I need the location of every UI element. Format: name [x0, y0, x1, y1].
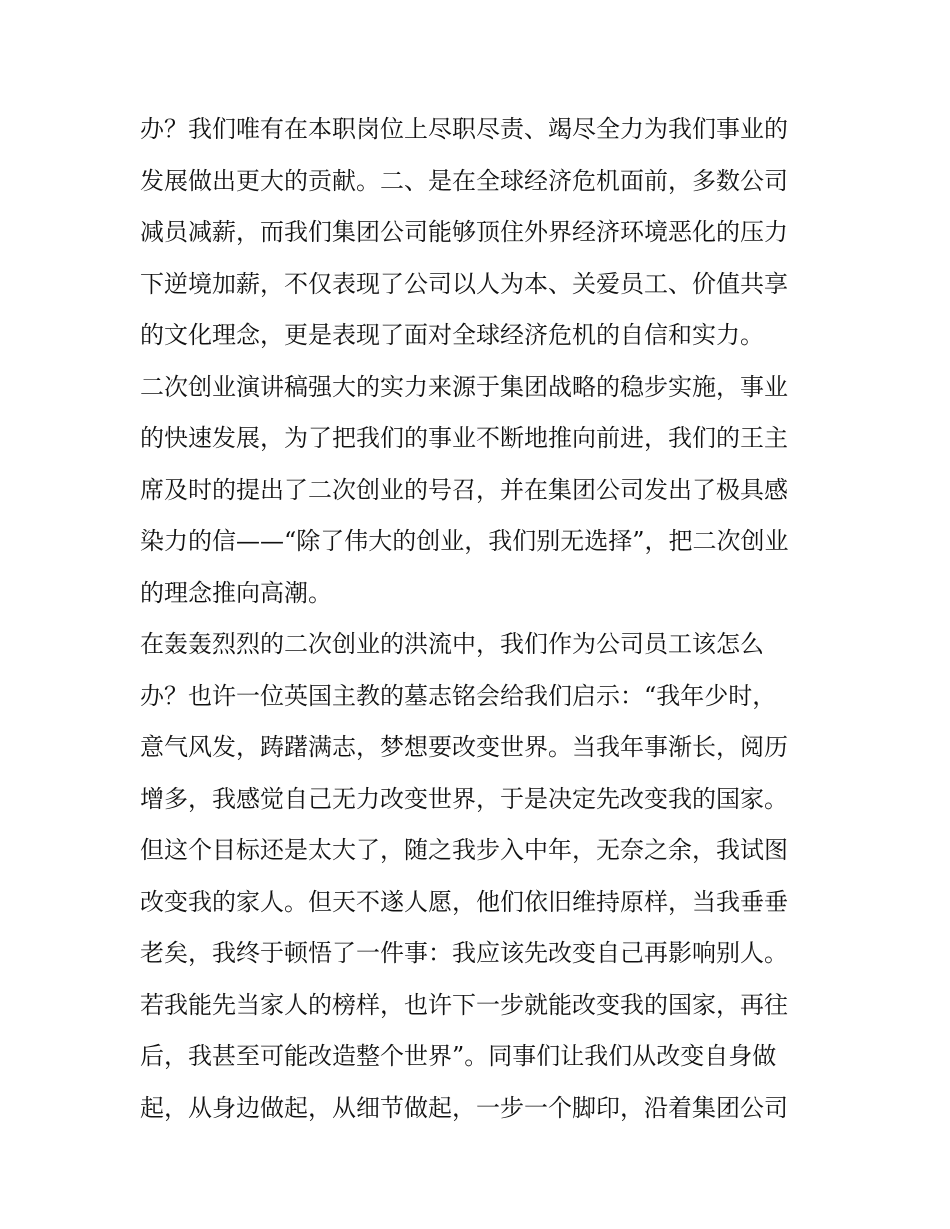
text-line: 增多，我感觉自己无力改变世界，于是决定先改变我的国家。	[140, 784, 788, 813]
text-line: 发展做出更大的贡献。二、是在全球经济危机面前，多数公司	[140, 166, 788, 195]
text-line: 办？也许一位英国主教的墓志铭会给我们启示：“我年少时，	[140, 681, 777, 710]
text-line: 若我能先当家人的榜样，也许下一步就能改变我的国家，再往	[140, 990, 788, 1019]
text-line: 的理念推向高潮。	[140, 578, 332, 607]
text-line: 起，从身边做起，从细节做起，一步一个脚印，沿着集团公司	[140, 1093, 788, 1122]
text-line: 办？我们唯有在本职岗位上尽职尽责、竭尽全力为我们事业的	[140, 115, 788, 143]
text-line: 减员减薪，而我们集团公司能够顶住外界经济环境恶化的压力	[140, 218, 788, 246]
text-line: 席及时的提出了二次创业的号召，并在集团公司发出了极具感	[140, 475, 788, 504]
text-line: 的文化理念，更是表现了面对全球经济危机的自信和实力。	[140, 321, 764, 349]
text-line: 后，我甚至可能改造整个世界”。同事们让我们从改变自身做	[140, 1042, 777, 1070]
text-line: 老矣，我终于顿悟了一件事：我应该先改变自己再影响别人。	[140, 939, 788, 967]
text-line: 在轰轰烈烈的二次创业的洪流中，我们作为公司员工该怎么	[140, 630, 764, 658]
text-line: 但这个目标还是太大了，随之我步入中年，无奈之余，我试图	[140, 836, 788, 864]
text-line: 意气风发，踌躇满志，梦想要改变世界。当我年事渐长，阅历	[140, 733, 788, 761]
text-line: 改变我的家人。但天不遂人愿，他们依旧维持原样，当我垂垂	[140, 887, 788, 916]
text-line: 下逆境加薪，不仅表现了公司以人为本、关爱员工、价值共享	[140, 269, 788, 298]
text-line: 二次创业演讲稿强大的实力来源于集团战略的稳步实施，事业	[140, 372, 788, 401]
text-line: 的快速发展，为了把我们的事业不断地推向前进，我们的王主	[140, 424, 788, 452]
body-text	[140, 104, 820, 1134]
text-line: 染力的信——“除了伟大的创业，我们别无选择”，把二次创业	[140, 527, 789, 555]
